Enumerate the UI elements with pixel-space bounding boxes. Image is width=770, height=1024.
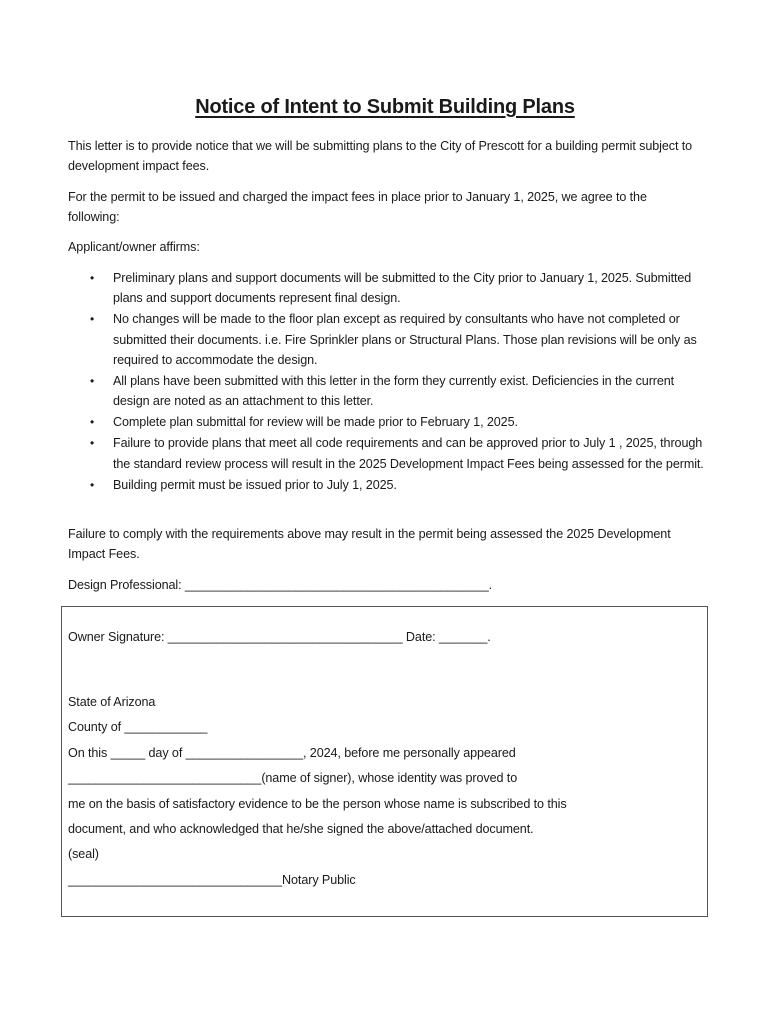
document-title: Notice of Intent to Submit Building Plans <box>195 96 575 118</box>
design-professional-line[interactable]: Design Professional: ____________________________________________. <box>68 578 493 592</box>
on-this-line[interactable]: On this _____ day of _________________, 2024, before me personally appeared <box>68 746 516 760</box>
list-item <box>68 268 708 309</box>
list-item <box>68 433 708 474</box>
list-item-text: No changes will be made to the floor plan except as required by consultants who have not completed or submitted their documents. i.e. Fire Sprinkler plans or Structural Plans. Those plan revisions will be only as required to accommodate the design. <box>113 312 697 368</box>
failure-note: Failure to comply with the requirements above may result in the permit being assessed the 2025 Development Impact Fees. <box>68 527 671 562</box>
bullet-icon: • <box>90 312 95 327</box>
bullet-icon: • <box>90 477 95 492</box>
bullet-icon: • <box>90 415 95 430</box>
affirms-label: Applicant/owner affirms: <box>68 240 200 254</box>
list-item <box>68 412 708 432</box>
list-item-text: Preliminary plans and support documents will be submitted to the City prior to January 1, 2025. Submitted plans and support documents represent final design. <box>113 271 692 306</box>
name-of-signer-line[interactable]: ____________________________(name of signer), whose identity was proved to <box>68 771 518 785</box>
list-item-text: Failure to provide plans that meet all code requirements and can be approved prior to July 1 , 2025, through the standard review process will result in the 2025 Development Impact Fees being assessed for the permit. <box>113 436 704 471</box>
state-line: State of Arizona <box>68 695 156 709</box>
owner-signature-line[interactable]: Owner Signature: __________________________________ Date: _______. <box>68 630 491 644</box>
affirmations-list <box>68 268 708 495</box>
intro-paragraph: This letter is to provide notice that we will be submitting plans to the City of Prescott for a building permit subject to development impact fees. <box>68 139 693 174</box>
notary-public-line[interactable]: _______________________________Notary Public <box>68 873 356 887</box>
list-item-text: Complete plan submittal for review will be made prior to February 1, 2025. <box>113 415 518 430</box>
bullet-icon: • <box>90 436 95 451</box>
agreement-paragraph: For the permit to be issued and charged the impact fees in place prior to January 1, 2025, we agree to the following: <box>68 190 647 225</box>
seal-line: (seal) <box>68 847 99 861</box>
list-item <box>68 371 708 412</box>
evidence-line: me on the basis of satisfactory evidence to be the person whose name is subscribed to this <box>68 797 567 811</box>
list-item <box>68 475 708 495</box>
list-item <box>68 309 708 370</box>
bullet-icon: • <box>90 271 95 285</box>
county-line[interactable]: County of ____________ <box>68 720 208 734</box>
list-item-text: Building permit must be issued prior to July 1, 2025. <box>113 477 397 492</box>
acknowledged-line: document, and who acknowledged that he/she signed the above/attached document. <box>68 822 534 836</box>
list-item-text: All plans have been submitted with this letter in the form they currently exist. Deficiencies in the current design are noted as an attachment to this letter. <box>113 374 675 409</box>
bullet-icon: • <box>90 374 95 389</box>
